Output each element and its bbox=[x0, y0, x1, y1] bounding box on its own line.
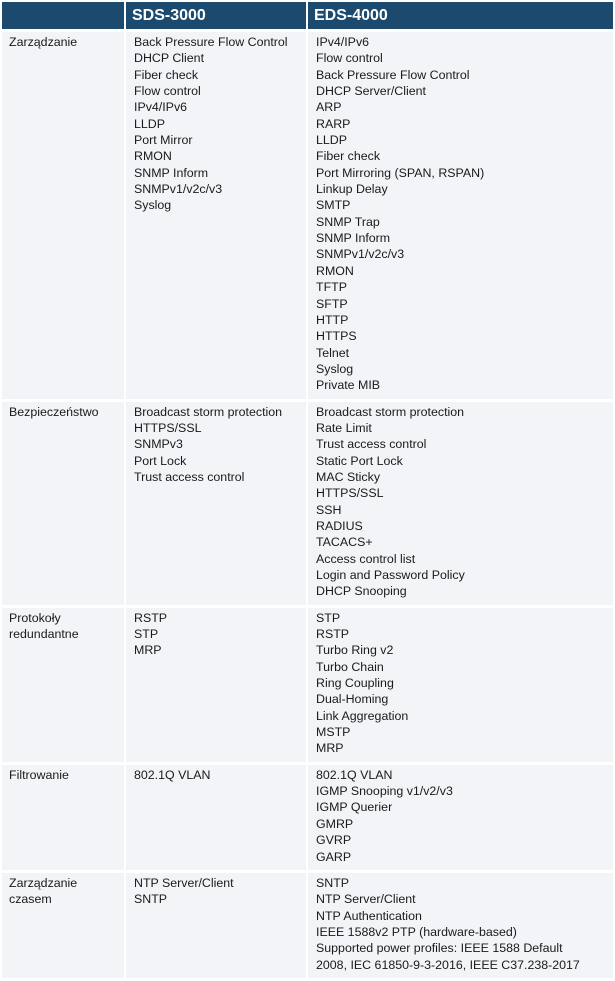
category-label: czasem bbox=[9, 892, 52, 907]
sds-features-cell bbox=[126, 32, 306, 399]
sds-features-cell bbox=[126, 873, 306, 978]
feature-item: Syslog bbox=[316, 361, 354, 376]
feature-item: Private MIB bbox=[316, 378, 381, 393]
feature-item: Port Mirroring (SPAN, RSPAN) bbox=[316, 165, 485, 180]
eds-features-cell bbox=[308, 765, 613, 870]
row-zarzadzanie bbox=[2, 32, 613, 399]
feature-item: DHCP Client bbox=[134, 51, 205, 66]
feature-item: STP bbox=[316, 610, 341, 625]
category-cell bbox=[2, 608, 124, 762]
feature-item: TFTP bbox=[316, 280, 347, 295]
feature-item: Flow control bbox=[316, 51, 383, 66]
feature-item: DHCP Server/Client bbox=[316, 84, 426, 99]
feature-item: GARP bbox=[316, 849, 352, 864]
feature-item: Supported power profiles: IEEE 1588 Default bbox=[316, 941, 563, 956]
feature-item: Telnet bbox=[316, 345, 350, 360]
eds-features-cell bbox=[308, 873, 613, 978]
category-label: Filtrowanie bbox=[9, 767, 69, 782]
feature-item: RARP bbox=[316, 116, 351, 131]
feature-item: RSTP bbox=[316, 627, 350, 642]
feature-item: RMON bbox=[134, 149, 172, 164]
feature-item: NTP Authentication bbox=[316, 908, 422, 923]
feature-item: IGMP Snooping v1/v2/v3 bbox=[316, 784, 453, 799]
feature-item: 802.1Q VLAN bbox=[134, 767, 211, 782]
category-label: Protokoły bbox=[9, 610, 61, 625]
sds-features-cell bbox=[126, 608, 306, 762]
feature-item: LLDP bbox=[134, 116, 165, 131]
feature-item: Ring Coupling bbox=[316, 676, 394, 691]
category-cell bbox=[2, 402, 124, 605]
eds-features-cell bbox=[308, 32, 613, 399]
table-body bbox=[2, 32, 613, 978]
eds-features-cell bbox=[308, 402, 613, 605]
feature-item: SFTP bbox=[316, 296, 348, 311]
sds-features-cell bbox=[126, 402, 306, 605]
feature-item: Trust access control bbox=[316, 437, 427, 452]
feature-item: Back Pressure Flow Control bbox=[134, 35, 288, 49]
feature-item: ARP bbox=[316, 100, 342, 115]
feature-item: Static Port Lock bbox=[316, 453, 403, 468]
category-cell bbox=[2, 765, 124, 870]
feature-item: Syslog bbox=[134, 198, 172, 213]
feature-item: SNTP bbox=[316, 875, 350, 890]
feature-item: SNMPv3 bbox=[134, 437, 183, 452]
feature-item: RSTP bbox=[134, 610, 168, 625]
feature-item: IPv4/IPv6 bbox=[316, 35, 370, 49]
sds-features-cell bbox=[126, 765, 306, 870]
feature-item: GVRP bbox=[316, 833, 352, 848]
feature-item: Fiber check bbox=[316, 149, 381, 164]
category-label: Zarządzanie bbox=[9, 875, 78, 890]
feature-item: HTTPS/SSL bbox=[134, 420, 202, 435]
feature-item: SSH bbox=[316, 502, 342, 517]
feature-item: SNMP Inform bbox=[134, 165, 209, 180]
feature-item: MAC Sticky bbox=[316, 469, 381, 484]
row-filtrowanie bbox=[2, 765, 613, 870]
feature-item: SNMPv1/v2c/v3 bbox=[134, 182, 223, 197]
feature-item: Port Mirror bbox=[134, 133, 193, 148]
feature-item: HTTP bbox=[316, 312, 349, 327]
feature-item: IGMP Querier bbox=[316, 800, 393, 815]
header-corner-cell bbox=[2, 2, 124, 29]
row-protokoly-redundantne bbox=[2, 608, 613, 762]
feature-item: Turbo Chain bbox=[316, 659, 384, 674]
feature-item: Turbo Ring v2 bbox=[316, 643, 394, 658]
feature-item: Linkup Delay bbox=[316, 182, 388, 197]
feature-item: SNMP Inform bbox=[316, 231, 391, 246]
feature-item: Port Lock bbox=[134, 453, 187, 468]
feature-item: SNTP bbox=[134, 892, 168, 907]
feature-item: MRP bbox=[134, 643, 162, 658]
feature-item: Back Pressure Flow Control bbox=[316, 67, 470, 82]
header-row bbox=[2, 2, 613, 29]
feature-item: HTTPS/SSL bbox=[316, 486, 384, 501]
feature-item: NTP Server/Client bbox=[134, 875, 234, 890]
feature-item: RMON bbox=[316, 263, 354, 278]
feature-item: NTP Server/Client bbox=[316, 892, 416, 907]
feature-item: DHCP Snooping bbox=[316, 584, 407, 599]
feature-item: Broadcast storm protection bbox=[134, 404, 283, 419]
feature-item: SNMPv1/v2c/v3 bbox=[316, 247, 405, 262]
feature-item: 802.1Q VLAN bbox=[316, 767, 393, 782]
feature-item: IPv4/IPv6 bbox=[134, 100, 188, 115]
feature-item: IEEE 1588v2 PTP (hardware-based) bbox=[316, 924, 517, 939]
feature-item: 2008, IEC 61850-9-3-2016, IEEE C37.238-2017 bbox=[316, 957, 580, 972]
category-cell bbox=[2, 873, 124, 978]
eds-features-cell bbox=[308, 608, 613, 762]
header-eds-4000: EDS-4000 bbox=[308, 2, 613, 29]
row-bezpieczenstwo bbox=[2, 402, 613, 605]
feature-item: STP bbox=[134, 627, 159, 642]
category-cell bbox=[2, 32, 124, 399]
header-sds-3000: SDS-3000 bbox=[126, 2, 306, 29]
category-label: Bezpieczeństwo bbox=[9, 404, 99, 419]
feature-item: SNMP Trap bbox=[316, 214, 380, 229]
feature-item: Trust access control bbox=[134, 469, 245, 484]
category-label: redundantne bbox=[9, 627, 79, 642]
feature-item: RADIUS bbox=[316, 518, 363, 533]
feature-item: Dual-Homing bbox=[316, 692, 389, 707]
feature-item: TACACS+ bbox=[316, 535, 373, 550]
feature-item: Fiber check bbox=[134, 67, 199, 82]
feature-item: Flow control bbox=[134, 84, 201, 99]
feature-item: SMTP bbox=[316, 198, 351, 213]
feature-item: Access control list bbox=[316, 551, 416, 566]
feature-item: MRP bbox=[316, 741, 344, 756]
feature-item: Link Aggregation bbox=[316, 708, 409, 723]
feature-item: Broadcast storm protection bbox=[316, 404, 465, 419]
feature-item: LLDP bbox=[316, 133, 347, 148]
feature-item: Rate Limit bbox=[316, 420, 372, 435]
feature-item: GMRP bbox=[316, 816, 354, 831]
category-label: Zarządzanie bbox=[9, 35, 78, 49]
row-zarzadzanie-czasem bbox=[2, 873, 613, 978]
feature-item: HTTPS bbox=[316, 329, 357, 344]
feature-item: MSTP bbox=[316, 725, 351, 740]
feature-item: Login and Password Policy bbox=[316, 568, 465, 582]
